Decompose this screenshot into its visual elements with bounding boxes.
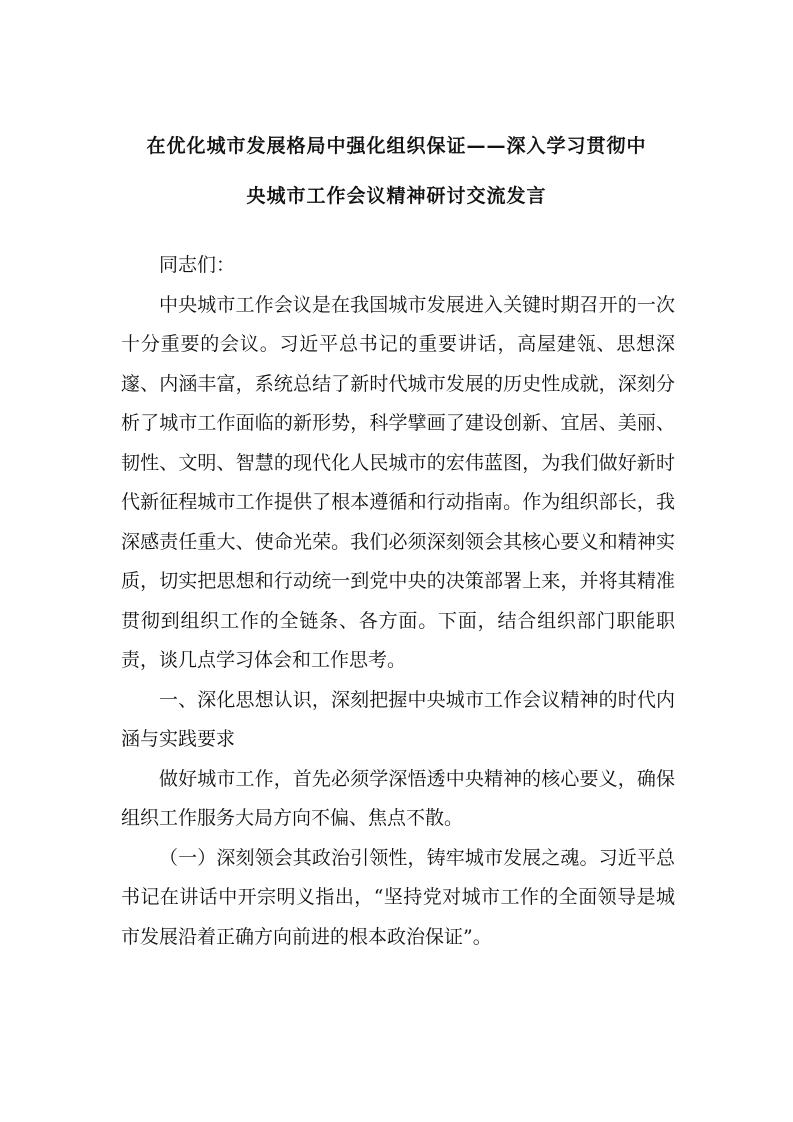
document-title-line-2: 央城市工作会议精神研讨交流发言 bbox=[246, 185, 547, 207]
section-heading-1: 一、深化思想认识，深刻把握中央城市工作会议精神的时代内涵与实践要求 bbox=[121, 688, 675, 750]
document-title-line-1: 在优化城市发展格局中强化组织保证——深入学习贯彻中 bbox=[146, 135, 647, 157]
salutation: 同志们： bbox=[159, 254, 236, 276]
paragraph-intro: 中央城市工作会议是在我国城市发展进入关键时期召开的一次十分重要的会议。习近平总书记的重要讲话，高屋建瓴、思想深邃、内涵丰富，系统总结了新时代城市发展的历史性成就，深刻分析了城市工作面临的新形势，科学擘画了建设创新、宜居、美丽、韧性、文明、智慧的现代化人民城市的宏伟蓝图，为我们做好新时代新征程城市工作提供了根本遵循和行动指南。作为组织部长，我深感责任重大、使命光荣。我们必须深刻领会其核心要义和精神实质，切实把思想和行动统一到党中央的决策部署上来，并将其精准贯彻到组织工作的全链条、各方面。下面，结合组织部门职能职责，谈几点学习体会和工作思考。 bbox=[121, 293, 675, 671]
document-body bbox=[121, 246, 675, 957]
subsection-1: （一）深刻领会其政治引领性，铸牢城市发展之魂。习近平总书记在讲话中开宗明义指出，“坚持党对城市工作的全面领导是城市发展沿着正确方向前进的根本政治保证”。 bbox=[121, 846, 675, 948]
paragraph-section-1-intro: 做好城市工作，首先必须学深悟透中央精神的核心要义，确保组织工作服务大局方向不偏、焦点不散。 bbox=[121, 767, 675, 829]
